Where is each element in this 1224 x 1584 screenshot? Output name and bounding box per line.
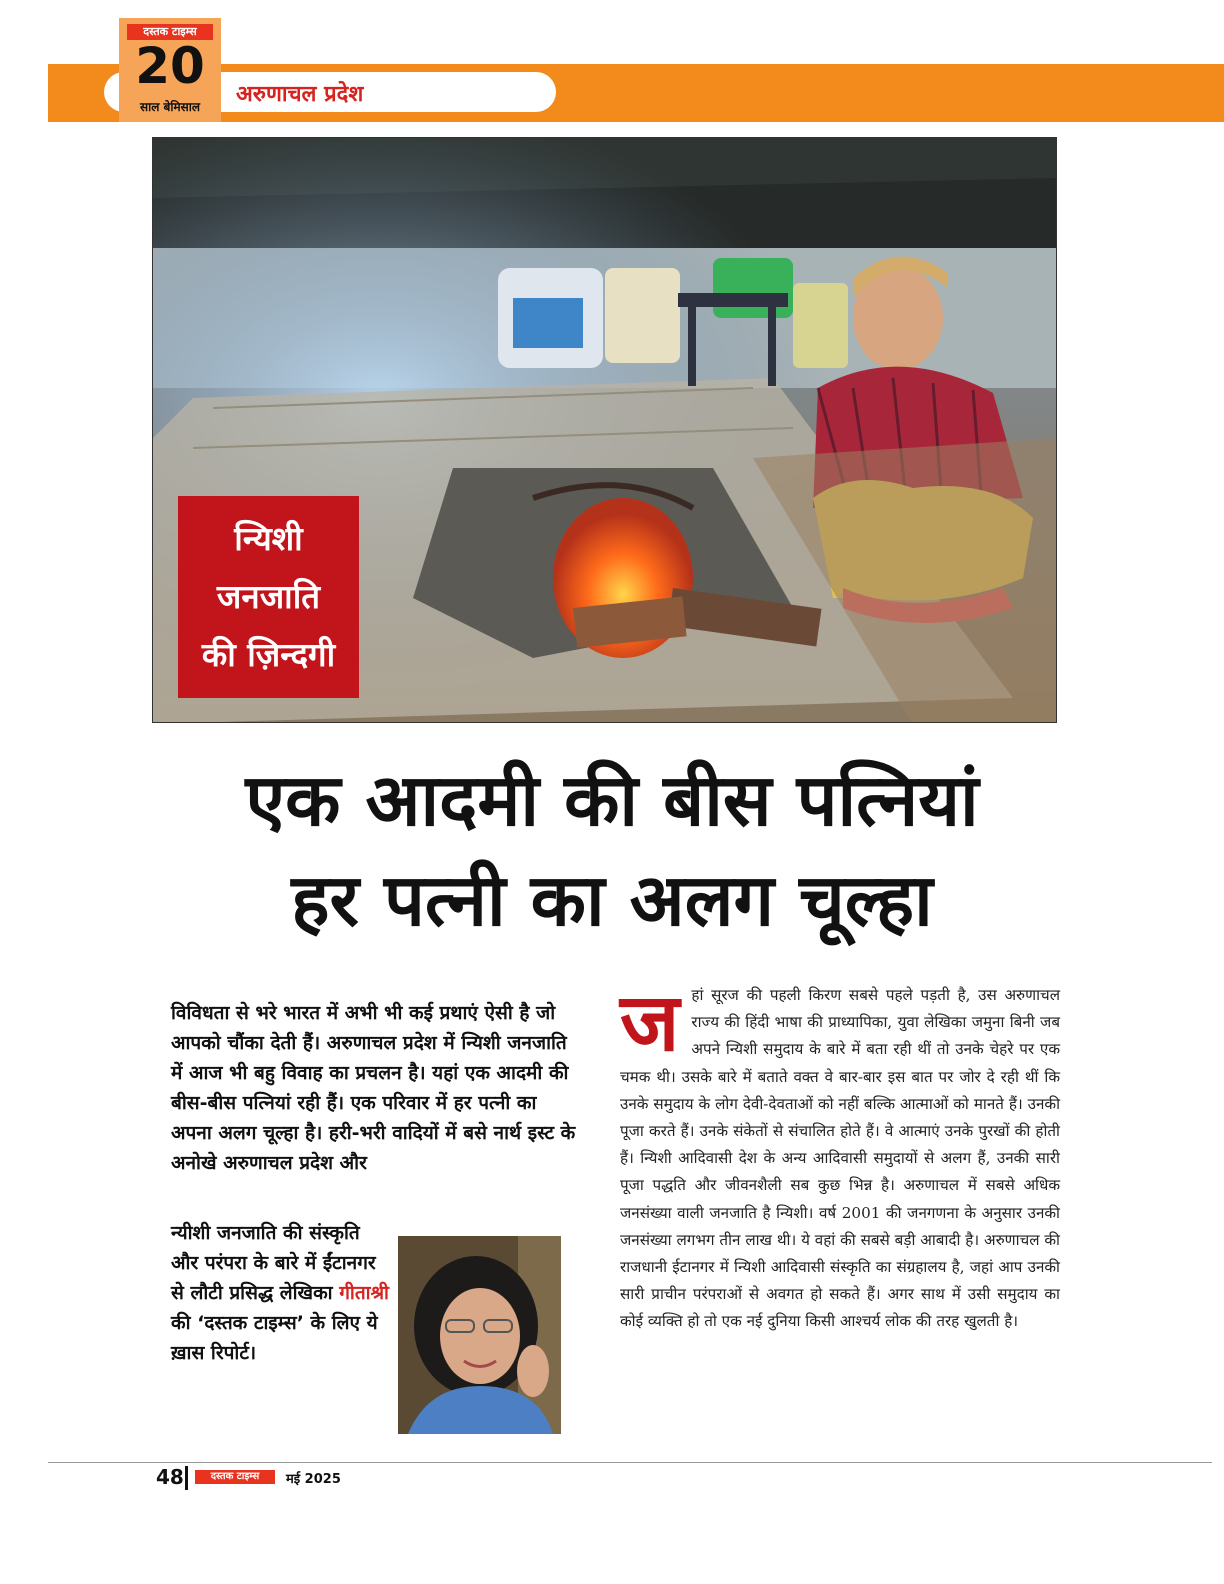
photo-caption-line: जनजाति (216, 577, 321, 616)
article-body (620, 976, 1060, 1336)
photo-caption-line: की ज़िन्दगी (201, 635, 336, 674)
author-portrait (398, 1236, 561, 1434)
photo-caption-line: न्यिशी (234, 519, 303, 558)
badge-subtitle: साल बेमिसाल (139, 100, 201, 114)
drop-cap: ज (620, 976, 680, 1069)
footer-rule (48, 1462, 1212, 1463)
photo-caption-box (178, 496, 359, 698)
anniversary-badge (119, 18, 221, 122)
page-number: 48 (156, 1465, 184, 1489)
headline-line: एक आदमी की बीस पत्नियां (245, 758, 979, 842)
headline (60, 750, 1164, 950)
issue-date: मई 2025 (286, 1472, 341, 1487)
author-photo (398, 1236, 561, 1434)
headline-line: हर पत्नी का अलग चूल्हा (291, 858, 933, 942)
footer-divider (185, 1466, 188, 1490)
badge-number: 20 (135, 37, 205, 95)
intro-paragraph: विविधता से भरे भारत में अभी भी कई प्रथाएं ऐसी है जो आपको चौंका देती हैं। अरुणाचल प्रदेश में न्यिशी जनजाति में आज भी बहु विवाह का प्रचलन है। यहां एक आदमी की बीस-बीस पत्नियां रही हैं। एक परिवार में हर पत्नी का अपना अलग चूल्हा है। हरी-भरी वादियों में बसे नार्थ इस्ट के अनोखे अरुणाचल प्रदेश और (171, 1002, 576, 1174)
article-text: हां सूरज की पहली किरण सबसे पहले पड़ती है, उस अरुणाचल राज्य की हिंदी भाषा की प्राध्यापिका, युवा लेखिका जमुना बिनी जब अपने न्यिशी समुदाय के बारे में बता रही थीं तो उनके चेहरे पर एक चमक थी। उसके बारे में बताते वक्त वे बार-बार इस बात पर जोर दे रही थीं कि उनके समुदाय के लोग देवी-देवताओं को नहीं बल्कि आत्माओं को मानते हैं। उनकी पूजा करते हैं। उनके संकेतों से संचालित होते हैं। वे आत्माएं उनके पुरखों की होती हैं। न्यिशी आदिवासी देश के अन्य आदिवासी समुदायों से अलग हैं, उनकी सारी पूजा पद्धति और जीवनशैली सब कुछ भिन्न है। अरुणाचल में सबसे अधिक जनसंख्या वाली जनजाति है न्यिशी। वर्ष 2001 की जनगणना के अनुसार उनकी जनसंख्या लगभग तीन लाख थी। ये वहां की सबसे बड़ी आबादी है। अरुणाचल की राजधानी ईटानगर में न्यिशी आदिवासी संस्कृति का संग्रहालय है, जहां आप उनकी सारी प्राचीन परंपराओं से अवगत हो सकते हैं। अगर साथ में उसी समुदाय का कोई व्यक्ति हो तो एक नई दुनिया किसी आश्चर्य लोक की तरह खुलती है। (620, 986, 1060, 1331)
intro-text: न्यीशी जनजाति की संस्कृति और परंपरा के बारे में ईंटानगर से लौटी प्रसिद्ध लेखिका (171, 1222, 376, 1304)
intro-paragraph-continued (171, 1218, 389, 1368)
author-name: गीताश्री (339, 1282, 389, 1304)
section-title: अरुणाचल प्रदेश (236, 82, 364, 107)
badge-brand-logo: दस्तक टाइम्स (127, 24, 213, 40)
footer-brand-logo: दस्तक टाइम्स (195, 1470, 275, 1484)
intro-text: की ‘दस्तक टाइम्स’ के लिए ये ख़ास रिपोर्ट। (171, 1312, 378, 1364)
